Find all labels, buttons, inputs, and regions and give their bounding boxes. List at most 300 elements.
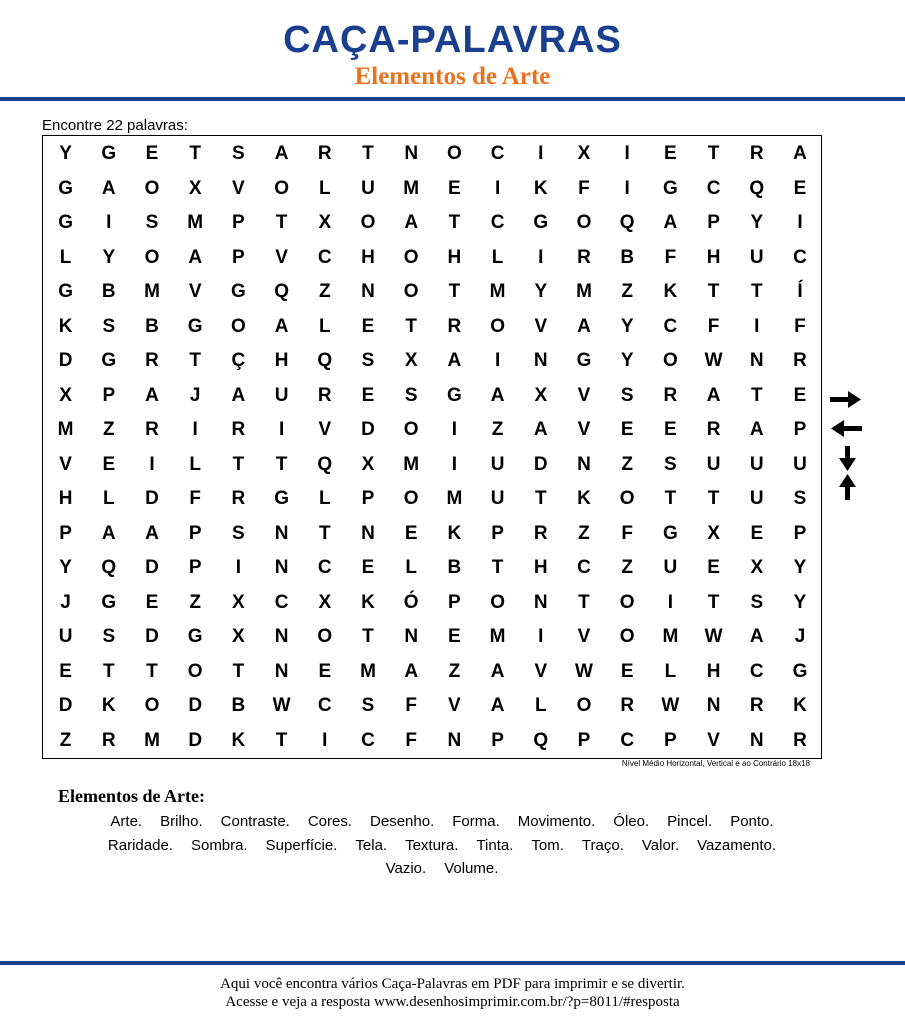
- grid-cell[interactable]: V: [577, 419, 591, 440]
- grid-cell[interactable]: R: [101, 729, 116, 751]
- grid-cell[interactable]: X: [404, 350, 418, 371]
- grid-cell[interactable]: A: [706, 384, 721, 406]
- grid-cell[interactable]: N: [274, 522, 289, 544]
- grid-cell[interactable]: Y: [620, 315, 634, 337]
- grid-cell[interactable]: I: [538, 246, 544, 268]
- grid-cell[interactable]: V: [232, 177, 245, 199]
- grid-cell[interactable]: A: [490, 695, 505, 716]
- grid-cell[interactable]: D: [58, 695, 73, 716]
- grid-cell[interactable]: A: [533, 419, 548, 440]
- grid-cell[interactable]: K: [447, 522, 462, 544]
- grid-cell[interactable]: P: [491, 729, 504, 751]
- grid-cell[interactable]: E: [620, 660, 634, 682]
- grid-cell[interactable]: I: [538, 626, 544, 647]
- grid-cell[interactable]: U: [749, 246, 764, 268]
- grid-cell[interactable]: Ó: [403, 591, 419, 613]
- grid-cell[interactable]: C: [317, 695, 332, 716]
- grid-cell[interactable]: A: [490, 384, 505, 406]
- grid-cell[interactable]: E: [707, 557, 720, 578]
- grid-cell[interactable]: W: [575, 660, 593, 682]
- grid-cell[interactable]: Z: [102, 419, 115, 440]
- grid-cell[interactable]: G: [274, 488, 289, 509]
- grid-cell[interactable]: A: [274, 315, 289, 337]
- grid-cell[interactable]: R: [447, 315, 462, 337]
- grid-cell[interactable]: R: [793, 729, 807, 751]
- grid-cell[interactable]: X: [59, 384, 72, 406]
- grid-cell[interactable]: T: [750, 281, 763, 302]
- grid-cell[interactable]: H: [706, 660, 721, 682]
- grid-cell[interactable]: X: [707, 522, 720, 544]
- grid-cell[interactable]: N: [447, 729, 462, 751]
- grid-cell[interactable]: S: [620, 384, 634, 406]
- grid-cell[interactable]: F: [405, 729, 417, 751]
- grid-cell[interactable]: T: [362, 143, 374, 164]
- grid-cell[interactable]: T: [534, 488, 547, 509]
- grid-cell[interactable]: O: [231, 315, 246, 337]
- grid-cell[interactable]: T: [318, 522, 331, 544]
- grid-cell[interactable]: C: [620, 729, 635, 751]
- grid-cell[interactable]: T: [275, 212, 288, 233]
- grid-cell[interactable]: V: [707, 729, 720, 751]
- grid-cell[interactable]: B: [145, 315, 159, 337]
- grid-cell[interactable]: T: [750, 384, 763, 406]
- grid-cell[interactable]: A: [101, 177, 116, 199]
- grid-cell[interactable]: W: [704, 350, 723, 371]
- grid-cell[interactable]: L: [318, 177, 331, 199]
- grid-cell[interactable]: I: [106, 212, 112, 233]
- grid-cell[interactable]: X: [232, 591, 245, 613]
- grid-cell[interactable]: C: [706, 177, 721, 199]
- grid-cell[interactable]: E: [620, 419, 634, 440]
- grid-cell[interactable]: D: [188, 729, 203, 751]
- grid-cell[interactable]: T: [146, 660, 158, 682]
- grid-cell[interactable]: P: [59, 522, 72, 544]
- grid-cell[interactable]: O: [403, 281, 419, 302]
- grid-cell[interactable]: N: [404, 143, 419, 164]
- grid-cell[interactable]: U: [749, 488, 764, 509]
- grid-cell[interactable]: Ç: [231, 350, 246, 371]
- grid-cell[interactable]: U: [361, 177, 375, 199]
- grid-cell[interactable]: T: [578, 591, 590, 613]
- grid-cell[interactable]: P: [491, 522, 504, 544]
- grid-cell[interactable]: O: [490, 315, 505, 337]
- grid-cell[interactable]: Z: [621, 281, 633, 302]
- grid-cell[interactable]: G: [576, 350, 592, 371]
- grid-cell[interactable]: F: [794, 315, 806, 337]
- grid-cell[interactable]: G: [231, 281, 246, 302]
- grid-cell[interactable]: G: [58, 177, 73, 199]
- grid-cell[interactable]: Z: [578, 522, 590, 544]
- grid-cell[interactable]: P: [232, 212, 245, 233]
- grid-cell[interactable]: O: [144, 695, 160, 716]
- grid-cell[interactable]: M: [446, 488, 463, 509]
- grid-cell[interactable]: O: [403, 246, 419, 268]
- grid-cell[interactable]: B: [101, 281, 116, 302]
- grid-cell[interactable]: A: [749, 626, 764, 647]
- grid-cell[interactable]: T: [707, 488, 720, 509]
- grid-cell[interactable]: R: [793, 350, 807, 371]
- grid-cell[interactable]: M: [403, 453, 420, 475]
- grid-cell[interactable]: T: [275, 453, 288, 475]
- grid-cell[interactable]: E: [361, 557, 375, 578]
- grid-cell[interactable]: C: [577, 557, 591, 578]
- grid-cell[interactable]: F: [189, 488, 201, 509]
- grid-cell[interactable]: E: [145, 143, 159, 164]
- grid-cell[interactable]: M: [360, 660, 376, 682]
- grid-cell[interactable]: P: [577, 729, 591, 751]
- grid-cell[interactable]: I: [624, 143, 630, 164]
- grid-cell[interactable]: I: [797, 212, 803, 233]
- grid-cell[interactable]: O: [144, 177, 160, 199]
- grid-cell[interactable]: E: [404, 522, 418, 544]
- grid-cell[interactable]: K: [793, 695, 807, 716]
- grid-cell[interactable]: T: [362, 626, 374, 647]
- grid-cell[interactable]: R: [231, 488, 246, 509]
- grid-cell[interactable]: Z: [189, 591, 201, 613]
- grid-cell[interactable]: Y: [59, 557, 72, 578]
- grid-cell[interactable]: A: [793, 143, 807, 164]
- grid-cell[interactable]: X: [318, 212, 332, 233]
- grid-cell[interactable]: I: [624, 177, 630, 199]
- grid-cell[interactable]: M: [489, 281, 506, 302]
- grid-cell[interactable]: X: [188, 177, 202, 199]
- grid-cell[interactable]: N: [749, 350, 764, 371]
- grid-cell[interactable]: H: [361, 246, 375, 268]
- grid-cell[interactable]: O: [403, 419, 419, 440]
- grid-cell[interactable]: O: [317, 626, 333, 647]
- grid-cell[interactable]: E: [318, 660, 332, 682]
- grid-cell[interactable]: T: [189, 143, 201, 164]
- grid-cell[interactable]: F: [707, 315, 720, 337]
- grid-cell[interactable]: E: [664, 143, 677, 164]
- grid-cell[interactable]: T: [491, 557, 504, 578]
- grid-cell[interactable]: T: [448, 212, 461, 233]
- grid-cell[interactable]: L: [534, 695, 547, 716]
- grid-cell[interactable]: Y: [750, 212, 764, 233]
- grid-cell[interactable]: B: [620, 246, 635, 268]
- grid-cell[interactable]: Z: [621, 453, 633, 475]
- grid-cell[interactable]: T: [707, 143, 720, 164]
- grid-cell[interactable]: K: [361, 591, 375, 613]
- grid-cell[interactable]: H: [274, 350, 289, 371]
- grid-cell[interactable]: C: [361, 729, 375, 751]
- grid-cell[interactable]: O: [144, 246, 160, 268]
- grid-cell[interactable]: U: [274, 384, 289, 406]
- grid-cell[interactable]: R: [706, 419, 721, 440]
- grid-cell[interactable]: X: [232, 626, 245, 647]
- grid-cell[interactable]: M: [662, 626, 679, 647]
- grid-cell[interactable]: Q: [274, 281, 289, 302]
- grid-cell[interactable]: L: [318, 315, 331, 337]
- grid-cell[interactable]: K: [58, 315, 73, 337]
- grid-cell[interactable]: G: [101, 143, 117, 164]
- grid-cell[interactable]: R: [749, 695, 764, 716]
- grid-cell[interactable]: D: [145, 626, 159, 647]
- grid-cell[interactable]: A: [490, 660, 505, 682]
- grid-cell[interactable]: O: [576, 212, 592, 233]
- grid-cell[interactable]: D: [58, 350, 73, 371]
- grid-cell[interactable]: T: [189, 350, 201, 371]
- grid-cell[interactable]: Z: [491, 419, 504, 440]
- grid-cell[interactable]: I: [278, 419, 285, 440]
- grid-cell[interactable]: H: [58, 488, 73, 509]
- grid-cell[interactable]: K: [663, 281, 678, 302]
- grid-cell[interactable]: P: [232, 246, 245, 268]
- grid-cell[interactable]: R: [145, 419, 159, 440]
- grid-cell[interactable]: T: [448, 281, 461, 302]
- grid-cell[interactable]: S: [750, 591, 764, 613]
- grid-cell[interactable]: A: [231, 384, 246, 406]
- grid-cell[interactable]: M: [57, 419, 74, 440]
- grid-cell[interactable]: I: [235, 557, 242, 578]
- grid-cell[interactable]: G: [58, 212, 73, 233]
- grid-cell[interactable]: I: [754, 315, 760, 337]
- grid-cell[interactable]: N: [404, 626, 419, 647]
- grid-cell[interactable]: P: [664, 729, 677, 751]
- grid-cell[interactable]: E: [793, 177, 807, 199]
- grid-cell[interactable]: U: [58, 626, 73, 647]
- grid-cell[interactable]: P: [361, 488, 375, 509]
- grid-cell[interactable]: S: [404, 384, 418, 406]
- grid-cell[interactable]: E: [793, 384, 807, 406]
- grid-cell[interactable]: Q: [101, 557, 117, 578]
- grid-cell[interactable]: O: [187, 660, 203, 682]
- grid-cell[interactable]: H: [706, 246, 721, 268]
- grid-cell[interactable]: N: [749, 729, 764, 751]
- grid-cell[interactable]: C: [317, 557, 332, 578]
- grid-cell[interactable]: U: [793, 453, 807, 475]
- grid-cell[interactable]: U: [749, 453, 764, 475]
- grid-cell[interactable]: V: [188, 281, 202, 302]
- grid-cell[interactable]: Z: [621, 557, 633, 578]
- grid-cell[interactable]: Z: [59, 729, 72, 751]
- grid-cell[interactable]: Y: [102, 246, 116, 268]
- grid-cell[interactable]: S: [793, 488, 807, 509]
- grid-cell[interactable]: X: [318, 591, 332, 613]
- grid-cell[interactable]: I: [667, 591, 674, 613]
- grid-cell[interactable]: S: [361, 695, 375, 716]
- grid-cell[interactable]: Z: [318, 281, 331, 302]
- grid-cell[interactable]: T: [275, 729, 288, 751]
- grid-cell[interactable]: N: [577, 453, 591, 475]
- grid-cell[interactable]: C: [793, 246, 807, 268]
- grid-cell[interactable]: O: [663, 350, 678, 371]
- grid-cell[interactable]: G: [792, 660, 808, 682]
- grid-cell[interactable]: O: [619, 591, 635, 613]
- grid-cell[interactable]: L: [59, 246, 72, 268]
- grid-cell[interactable]: A: [749, 419, 764, 440]
- grid-cell[interactable]: F: [664, 246, 677, 268]
- grid-cell[interactable]: D: [188, 695, 203, 716]
- grid-cell[interactable]: G: [187, 315, 203, 337]
- grid-cell[interactable]: U: [663, 557, 678, 578]
- grid-cell[interactable]: Q: [317, 453, 333, 475]
- grid-cell[interactable]: S: [361, 350, 375, 371]
- grid-cell[interactable]: L: [102, 488, 115, 509]
- grid-cell[interactable]: D: [533, 453, 548, 475]
- grid-cell[interactable]: E: [448, 626, 461, 647]
- grid-cell[interactable]: P: [188, 557, 202, 578]
- grid-cell[interactable]: O: [403, 488, 419, 509]
- grid-cell[interactable]: C: [663, 315, 678, 337]
- grid-cell[interactable]: G: [663, 177, 678, 199]
- grid-cell[interactable]: L: [664, 660, 677, 682]
- grid-cell[interactable]: R: [749, 143, 764, 164]
- grid-cell[interactable]: O: [490, 591, 505, 613]
- grid-cell[interactable]: N: [533, 591, 548, 613]
- grid-cell[interactable]: L: [491, 246, 504, 268]
- grid-cell[interactable]: J: [60, 591, 71, 613]
- grid-cell[interactable]: D: [145, 557, 159, 578]
- grid-cell[interactable]: S: [102, 315, 116, 337]
- grid-cell[interactable]: N: [361, 281, 375, 302]
- grid-cell[interactable]: M: [403, 177, 420, 199]
- grid-cell[interactable]: O: [360, 212, 376, 233]
- grid-cell[interactable]: V: [275, 246, 288, 268]
- grid-cell[interactable]: I: [494, 350, 501, 371]
- grid-cell[interactable]: V: [534, 660, 548, 682]
- grid-cell[interactable]: Í: [797, 281, 803, 302]
- grid-cell[interactable]: S: [664, 453, 677, 475]
- grid-cell[interactable]: O: [619, 626, 635, 647]
- grid-cell[interactable]: Y: [620, 350, 634, 371]
- grid-cell[interactable]: V: [534, 315, 548, 337]
- grid-cell[interactable]: J: [189, 384, 201, 406]
- grid-cell[interactable]: V: [577, 626, 591, 647]
- grid-cell[interactable]: R: [145, 350, 159, 371]
- grid-cell[interactable]: A: [101, 522, 116, 544]
- grid-cell[interactable]: O: [447, 143, 462, 164]
- grid-cell[interactable]: T: [707, 591, 720, 613]
- grid-cell[interactable]: Y: [793, 557, 807, 578]
- grid-cell[interactable]: P: [188, 522, 202, 544]
- grid-cell[interactable]: K: [577, 488, 591, 509]
- grid-cell[interactable]: X: [750, 557, 764, 578]
- grid-cell[interactable]: J: [794, 626, 806, 647]
- grid-cell[interactable]: V: [318, 419, 332, 440]
- grid-cell[interactable]: G: [101, 591, 117, 613]
- grid-cell[interactable]: N: [533, 350, 548, 371]
- grid-cell[interactable]: L: [405, 557, 417, 578]
- grid-cell[interactable]: O: [274, 177, 289, 199]
- grid-cell[interactable]: R: [663, 384, 678, 406]
- grid-cell[interactable]: E: [145, 591, 159, 613]
- grid-cell[interactable]: C: [490, 212, 505, 233]
- grid-cell[interactable]: E: [750, 522, 764, 544]
- grid-cell[interactable]: P: [102, 384, 116, 406]
- grid-cell[interactable]: A: [145, 384, 159, 406]
- grid-cell[interactable]: P: [448, 591, 461, 613]
- grid-cell[interactable]: I: [192, 419, 198, 440]
- grid-cell[interactable]: Z: [448, 660, 461, 682]
- grid-cell[interactable]: G: [663, 522, 678, 544]
- grid-cell[interactable]: W: [704, 626, 723, 647]
- grid-cell[interactable]: U: [706, 453, 721, 475]
- grid-cell[interactable]: G: [101, 350, 117, 371]
- grid-cell[interactable]: D: [361, 419, 375, 440]
- grid-cell[interactable]: R: [317, 384, 332, 406]
- grid-cell[interactable]: L: [318, 488, 331, 509]
- grid-cell[interactable]: N: [706, 695, 721, 716]
- grid-cell[interactable]: S: [232, 143, 245, 164]
- grid-cell[interactable]: M: [489, 626, 506, 647]
- grid-cell[interactable]: R: [533, 522, 548, 544]
- grid-cell[interactable]: B: [231, 695, 246, 716]
- grid-cell[interactable]: W: [272, 695, 291, 716]
- grid-cell[interactable]: G: [447, 384, 462, 406]
- grid-cell[interactable]: A: [447, 350, 462, 371]
- grid-cell[interactable]: X: [361, 453, 375, 475]
- grid-cell[interactable]: A: [577, 315, 591, 337]
- grid-cell[interactable]: G: [187, 626, 203, 647]
- grid-cell[interactable]: F: [578, 177, 590, 199]
- grid-cell[interactable]: A: [145, 522, 159, 544]
- grid-cell[interactable]: I: [451, 419, 458, 440]
- grid-cell[interactable]: N: [274, 557, 289, 578]
- grid-cell[interactable]: E: [361, 384, 375, 406]
- grid-cell[interactable]: P: [707, 212, 720, 233]
- grid-cell[interactable]: Q: [619, 212, 635, 233]
- grid-cell[interactable]: F: [621, 522, 633, 544]
- grid-cell[interactable]: M: [144, 281, 160, 302]
- grid-cell[interactable]: A: [663, 212, 678, 233]
- grid-cell[interactable]: W: [661, 695, 680, 716]
- grid-cell[interactable]: C: [274, 591, 289, 613]
- grid-cell[interactable]: A: [188, 246, 203, 268]
- grid-cell[interactable]: Y: [59, 143, 72, 164]
- grid-cell[interactable]: M: [144, 729, 160, 751]
- grid-cell[interactable]: H: [533, 557, 548, 578]
- grid-cell[interactable]: Y: [793, 591, 807, 613]
- grid-cell[interactable]: U: [490, 488, 505, 509]
- grid-cell[interactable]: Y: [534, 281, 548, 302]
- grid-cell[interactable]: Q: [749, 177, 765, 199]
- grid-cell[interactable]: C: [749, 660, 764, 682]
- grid-cell[interactable]: V: [577, 384, 591, 406]
- grid-cell[interactable]: S: [145, 212, 159, 233]
- grid-cell[interactable]: I: [538, 143, 544, 164]
- grid-cell[interactable]: O: [619, 488, 635, 509]
- grid-cell[interactable]: N: [274, 660, 289, 682]
- grid-cell[interactable]: X: [577, 143, 591, 164]
- grid-cell[interactable]: S: [232, 522, 245, 544]
- grid-cell[interactable]: K: [101, 695, 116, 716]
- grid-cell[interactable]: M: [187, 212, 204, 233]
- grid-cell[interactable]: U: [490, 453, 505, 475]
- grid-cell[interactable]: I: [451, 453, 458, 475]
- grid-cell[interactable]: Q: [317, 350, 333, 371]
- grid-cell[interactable]: T: [232, 660, 245, 682]
- grid-cell[interactable]: L: [189, 453, 201, 475]
- grid-cell[interactable]: T: [664, 488, 677, 509]
- grid-cell[interactable]: E: [59, 660, 72, 682]
- grid-cell[interactable]: X: [534, 384, 548, 406]
- grid-cell[interactable]: E: [361, 315, 375, 337]
- grid-cell[interactable]: O: [576, 695, 592, 716]
- grid-cell[interactable]: T: [102, 660, 115, 682]
- grid-cell[interactable]: Q: [533, 729, 549, 751]
- grid-cell[interactable]: I: [149, 453, 155, 475]
- grid-cell[interactable]: C: [490, 143, 505, 164]
- grid-cell[interactable]: R: [231, 419, 246, 440]
- grid-cell[interactable]: V: [448, 695, 461, 716]
- grid-cell[interactable]: V: [59, 453, 72, 475]
- grid-cell[interactable]: C: [317, 246, 332, 268]
- grid-cell[interactable]: P: [793, 522, 807, 544]
- grid-cell[interactable]: D: [145, 488, 159, 509]
- grid-cell[interactable]: A: [404, 212, 419, 233]
- grid-cell[interactable]: A: [274, 143, 289, 164]
